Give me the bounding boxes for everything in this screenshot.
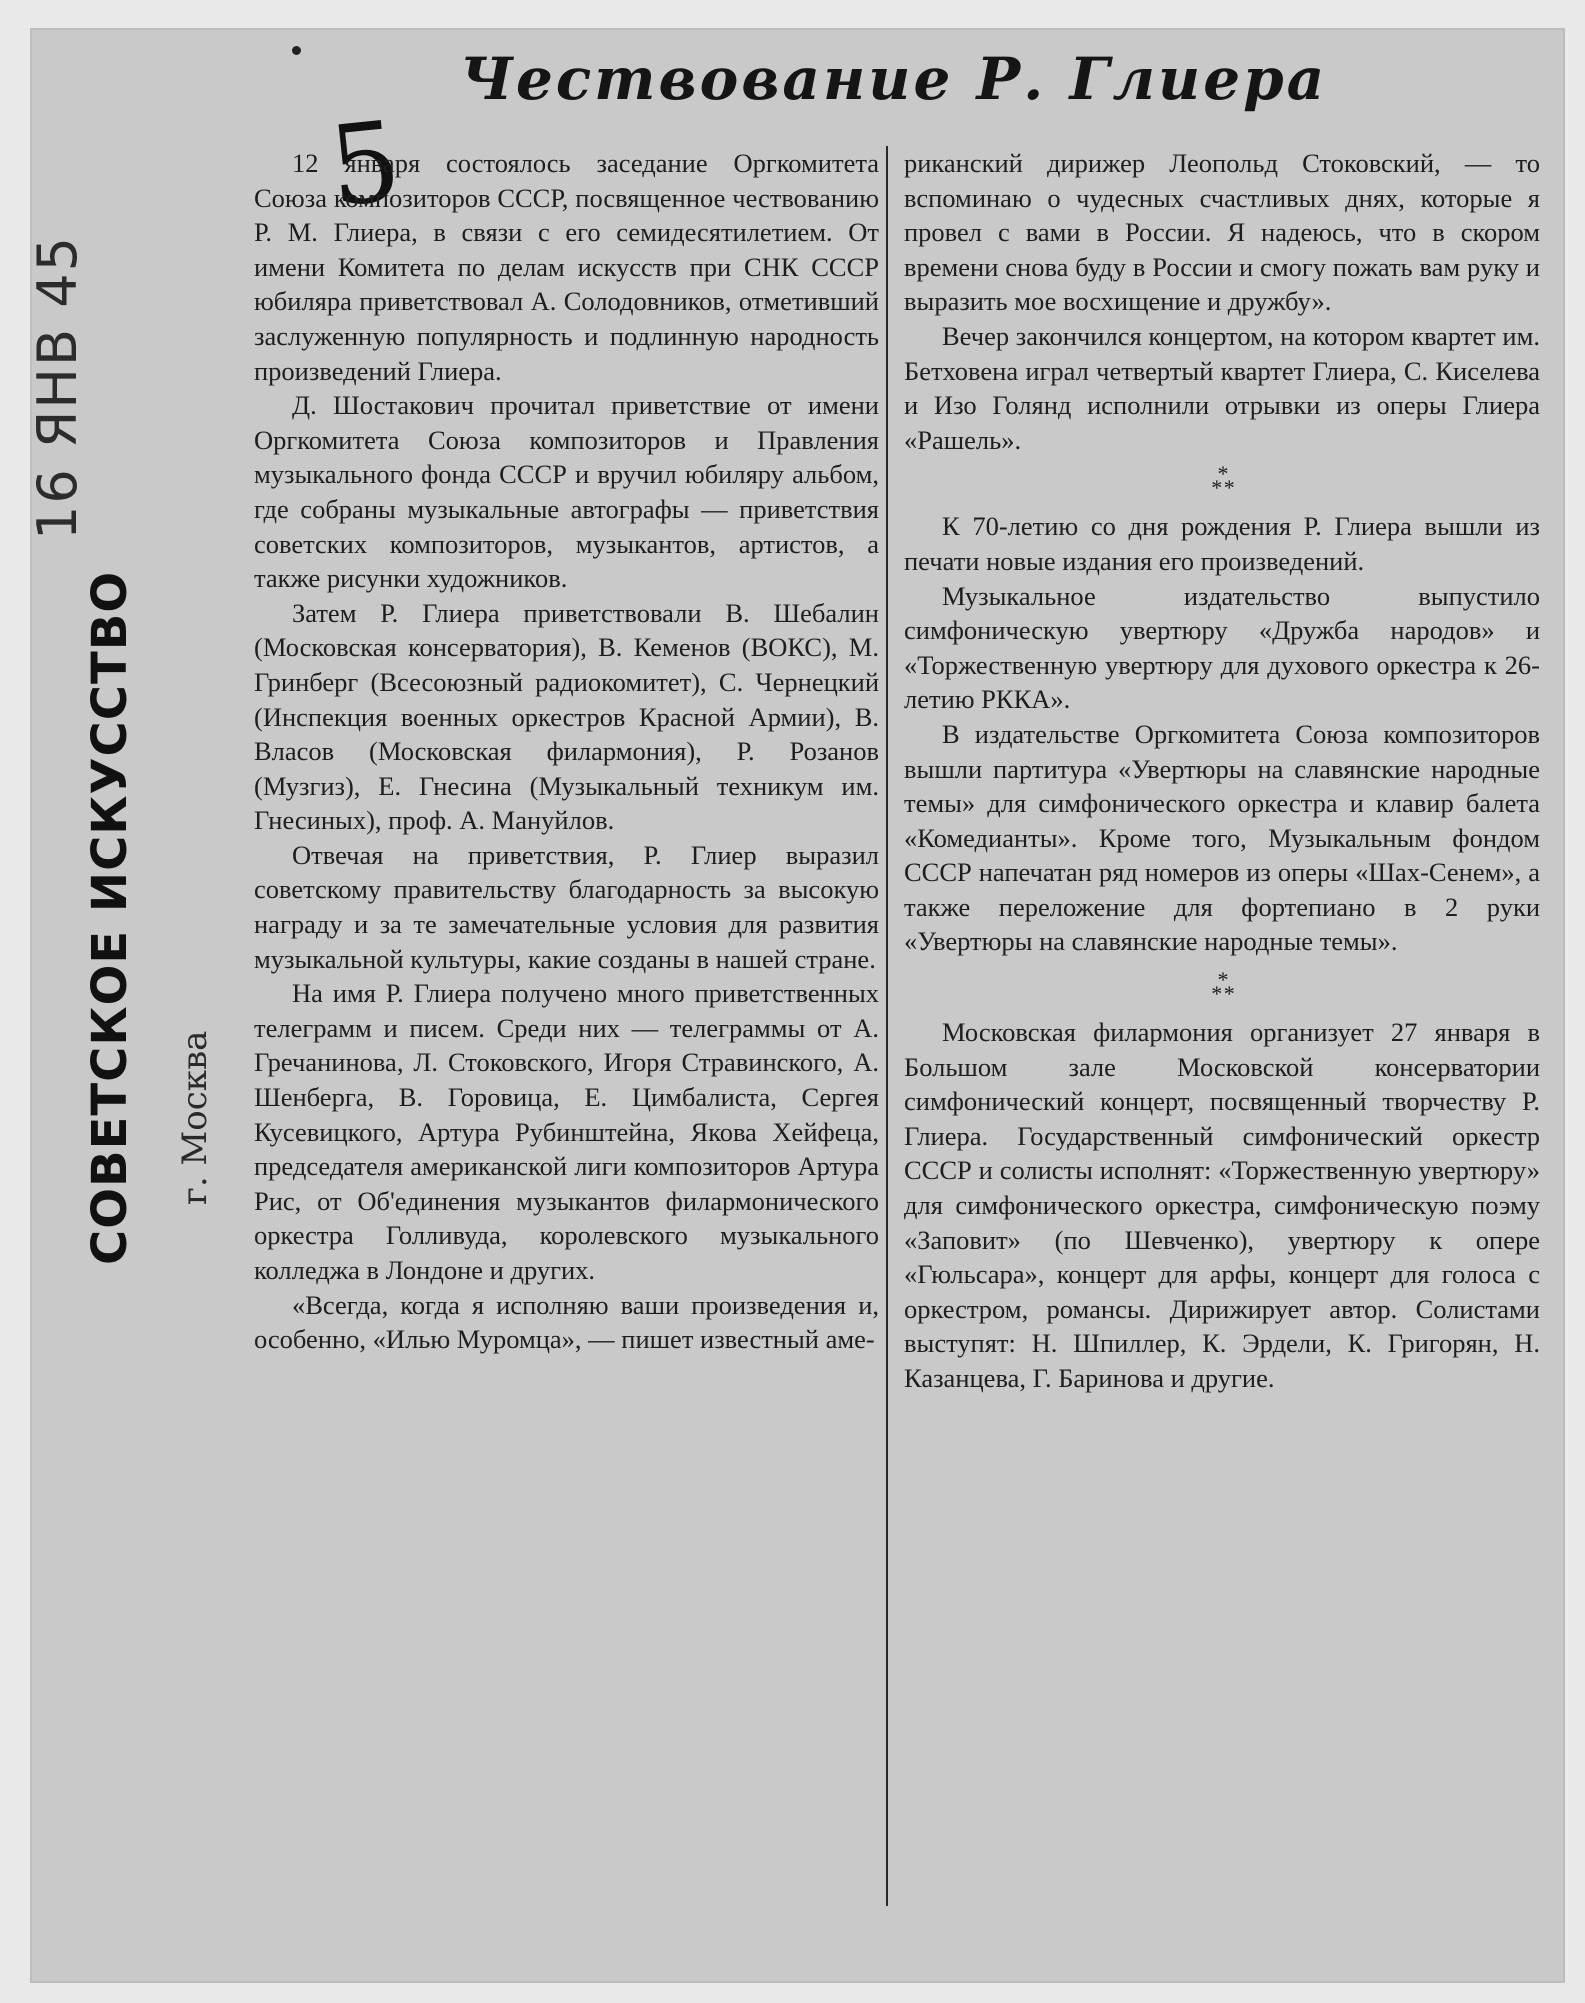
handwritten-number: 5 xyxy=(323,96,407,232)
paragraph-greetings: Затем Р. Глиера приветствовали В. Шебалин (Московская консерватория), В. Кеменов (ВОКС), М. Гринберг (Всесоюзный радиокомитет), С. Чернецкий (Инспекция военных оркестров Красной Армии), В. Власов (Московская филармония), Р. Розанов (Музгиз), Е. Гнесина (Музыкальный техникум им. Гнесиных), проф. А. Мануйлов. xyxy=(254,597,879,836)
paragraph-quote-continuation: риканский дирижер Леопольд Стоковский, — то вспоминаю о чудесных счастливых днях, которые я провел с вами в России. Я надеюсь, что в скором времени снова буду в России и смогу пожать вам руку и выразить мое восхищение и дружбу». xyxy=(904,148,1540,317)
paragraph-meeting: 12 января состоялось заседание Оргкомитета Союза композиторов СССР, посвященное чествованию Р. М. Глиера, в связи с его семидесятилетием. От имени Комитета по делам искусств при СНК СССР юбиляра приветствовал А. Солодовников, отметивший заслуженную популярность и подлинную народность произведений Глиера. xyxy=(254,148,879,386)
ink-speck xyxy=(292,46,301,55)
paragraph-orgcommittee-publisher: В издательстве Оргкомитета Союза композиторов вышли партитура «Увертюры на славянские народные темы» для симфонического оркестра и клавир балета «Комедианты». Кроме того, Музыкальным фондом СССР напечатан ряд номеров из оперы «Шах-Сенем», а также переложение для фортепиано в 2 руки «Увертюры на славянские народные темы». xyxy=(904,718,1540,957)
paragraph-reply: Отвечая на приветствия, Р. Глиер выразил советскому правительству благодарность за высокую награду и за те замечательные условия для развития музыкальной культуры, какие созданы в нашей стране. xyxy=(254,839,879,974)
city-stamp: г. Москва xyxy=(175,1030,215,1205)
paragraph-philharmonic: Московская филармония организует 27 января в Большом зале Московской консерватории симфонический концерт, посвященный творчеству Р. Глиера. Государственный симфонический оркестр СССР и солисты исполнят: «Торжественную увертюру» для симфонического оркестра, симфоническую поэму «Заповит» (по Шевченко), увертюру к опере «Гюльсара», концерт для арфы, концерт для голоса с оркестром, романсы. Дирижирует автор. Солистами выступят: Н. Шпиллер, К. Эрдели, К. Григорян, Н. Казанцева, Г. Баринова и другие. xyxy=(904,1017,1540,1393)
column-divider xyxy=(886,146,888,1906)
newspaper-name-stamp: СОВЕТСКОЕ ИСКУССТВО xyxy=(82,570,138,1265)
asterism-separator: * * * xyxy=(1211,967,1233,1007)
asterism-separator: * * * xyxy=(1211,461,1233,501)
paragraph-quote: «Всегда, когда я исполняю ваши произведения и, особенно, «Илью Муромца», — пишет известный аме- xyxy=(254,1289,879,1355)
paragraph-editions-intro: К 70-летию со дня рождения Р. Глиера вышли из печати новые издания его произведений. xyxy=(904,511,1540,576)
paragraph-concert: Вечер закончился концертом, на котором квартет им. Бетховена играл четвертый квартет Глиера, С. Киселева и Изо Голянд исполнили отрывки из оперы Глиера «Рашель». xyxy=(904,320,1540,455)
paragraph-music-publisher: Музыкальное издательство выпустило симфоническую увертюру «Дружба народов» и «Торжественную увертюру для духового оркестра к 26-летию РККА». xyxy=(904,580,1540,715)
paragraph-telegrams: На имя Р. Глиера получено много приветственных телеграмм и писем. Среди них — телеграммы от А. Гречанинова, Л. Стоковского, Игоря Стравинского, А. Шенберга, В. Горовица, Е. Цимбалиста, Сергея Кусевицкого, Артура Рубинштейна, Якова Хейфеца, председателя американской лиги композиторов Артура Рис, от Об'единения музыкантов филармонического оркестра Голливуда, королевского музыкального колледжа в Лондоне и других. xyxy=(254,978,879,1285)
article-left-column xyxy=(254,146,879,1357)
paragraph-shostakovich: Д. Шостакович прочитал приветствие от имени Оргкомитета Союза композиторов и Правления музыкального фонда СССР и вручил юбиляру альбом, где собраны музыкальные автографы — приветствия советских композиторов, музыкантов, артистов, а также рисунки художников. xyxy=(254,390,879,594)
article-right-column xyxy=(904,146,1540,1396)
date-stamp: 16 ЯНВ 45 xyxy=(26,235,89,540)
article-headline: Чествование Р. Глиера xyxy=(460,45,1328,113)
